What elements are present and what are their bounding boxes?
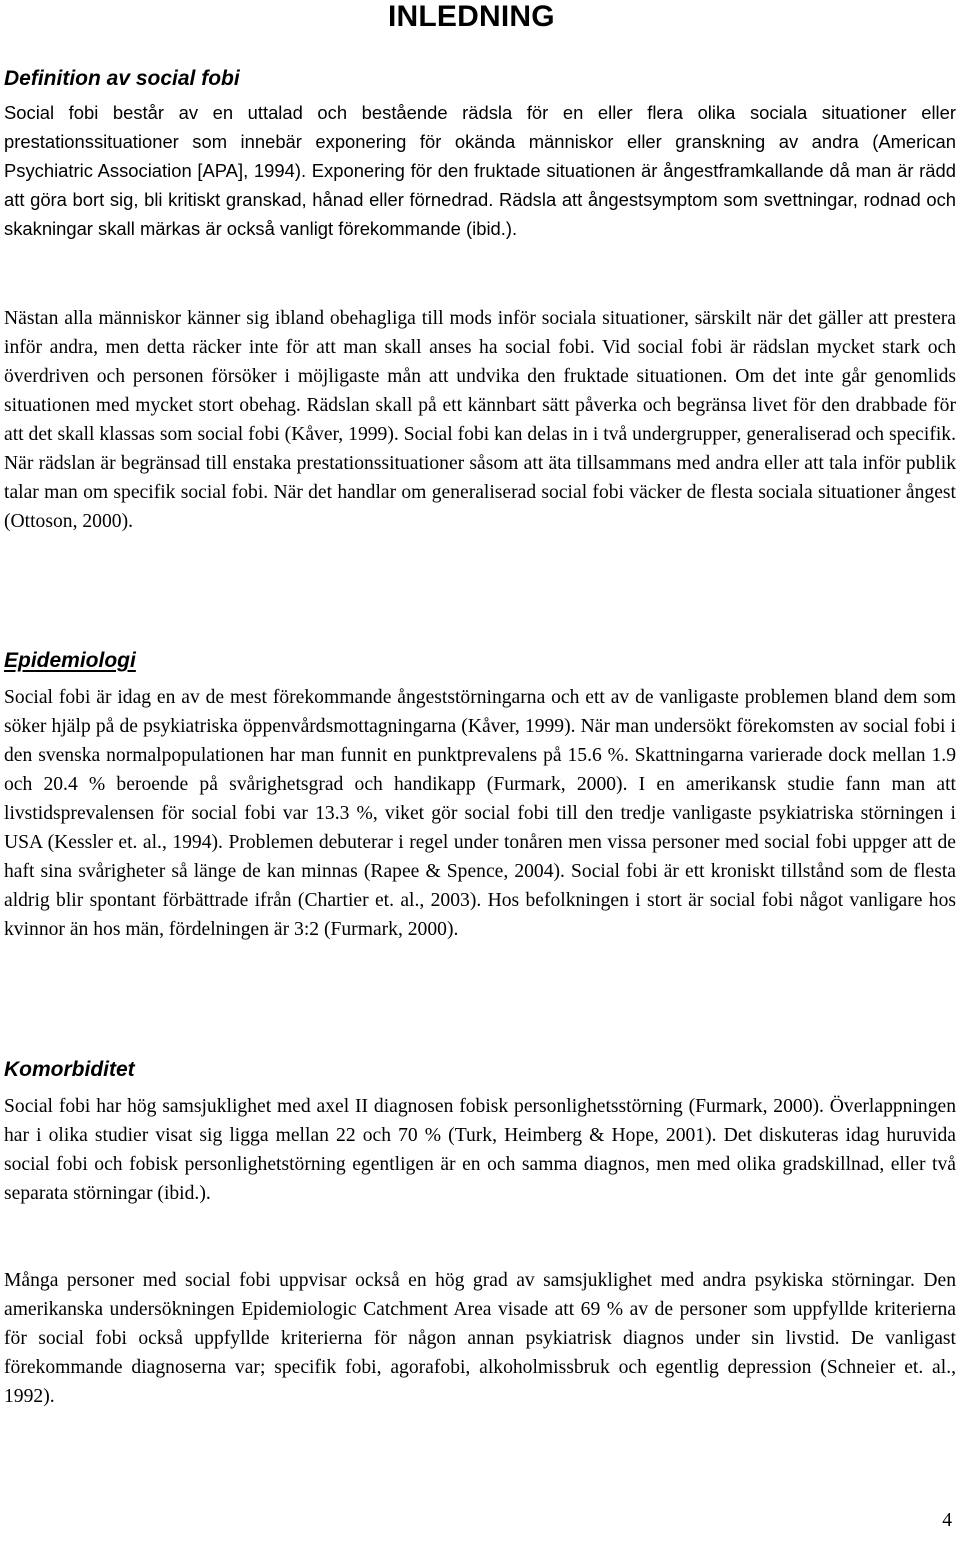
paragraph-definition-2: Nästan alla människor känner sig ibland obehagliga till mods inför sociala situationer, särskilt när det gäller att prestera inför andra, men detta räcker inte för att man skall anses ha social fobi. Vid social fobi är rädslan mycket stark och överdriven och personen försöker i möjligaste mån att undvika den fruktade situationen. Om det inte går genomlids situationen med mycket stort obehag. Rädslan skall på ett kännbart sätt påverka och begränsa livet för den drabbade för att det skall klassas som social fobi (Kåver, 1999). Social fobi kan delas in i två undergrupper, generaliserad och specifik. När rädslan är begränsad till enstaka prestationssituationer såsom att äta tillsammans med andra eller att tala inför publik talar man om specifik social fobi. När det handlar om generaliserad social fobi väcker de flesta sociala situationer ångest (Ottoson, 2000). [4,308,956,532]
paragraph-comorbidity-1: Social fobi har hög samsjuklighet med axel II diagnosen fobisk personlighetsstörning (Furmark, 2000). Överlappningen har i olika studier visat sig ligga mellan 22 och 70 % (Turk, Heimberg & Hope, 2001). Det diskuteras idag huruvida social fobi och fobisk personlighetstörning egentligen är en och samma diagnos, men med olika gradskillnad, eller två separata störningar (ibid.). [4,1096,956,1204]
paragraph-definition-1: Social fobi består av en uttalad och bestående rädsla för en eller flera olika sociala situationer eller prestationssituationer som innebär exponering för okända människor eller granskning av andra (American Psychiatric Association [APA], 1994). Exponering för den fruktade situationen är ångestframkallande då man är rädd att göra bort sig, bli kritiskt granskad, hånad eller förnedrad. Rädsla att ångestsymptom som svettningar, rodnad och skakningar skall märkas är också vanligt förekommande (ibid.). [4,102,956,239]
section-heading-comorbidity: Komorbiditet [4,1058,135,1081]
section-heading-epidemiology: Epidemiologi [4,649,136,672]
section-heading-definition: Definition av social fobi [4,67,240,90]
page-title: INLEDNING [388,0,555,33]
paragraph-comorbidity-2: Många personer med social fobi uppvisar också en hög grad av samsjuklighet med andra psykiska störningar. Den amerikanska undersökningen Epidemiologic Catchment Area visade att 69 % av de personer som uppfyllde kriterierna för social fobi också uppfyllde kriterierna för någon annan psykiatrisk diagnos under sin livstid. De vanligast förekommande diagnoserna var; specifik fobi, agorafobi, alkoholmissbruk och egentlig depression (Schneier et. al., 1992). [4,1270,956,1407]
paragraph-epidemiology-1: Social fobi är idag en av de mest förekommande ångeststörningarna och ett av de vanligaste problemen bland dem som söker hjälp på de psykiatriska öppenvårdsmottagningarna (Kåver, 1999). När man undersökt förekomsten av social fobi i den svenska normalpopulationen har man funnit en punktprevalens på 15.6 %. Skattningarna varierade dock mellan 1.9 och 20.4 % beroende på svårighetsgrad och handikapp (Furmark, 2000). I en amerikansk studie fann man att livstidsprevalensen för social fobi var 13.3 %, viket gör social fobi till den tredje vanligaste psykiatriska störningen i USA (Kessler et. al., 1994). Problemen debuterar i regel under tonåren men vissa personer med social fobi uppger att de haft sina svårigheter så länge de kan minnas (Rapee & Spence, 2004). Social fobi är ett kroniskt tillstånd som de flesta aldrig blir spontant förbättrade ifrån (Chartier et. al., 2003). Hos befolkningen i stort är social fobi något vanligare hos kvinnor än hos män, fördelningen är 3:2 (Furmark, 2000). [4,687,956,940]
page-number: 4 [942,1510,952,1531]
